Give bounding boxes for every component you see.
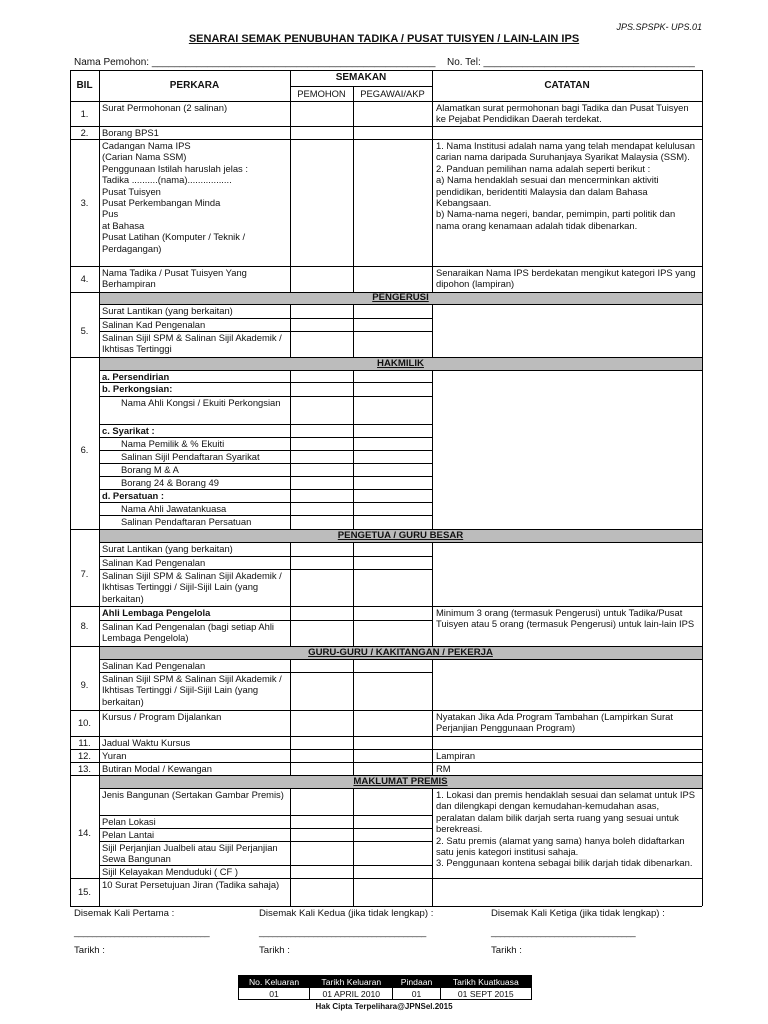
checklist-item: Salinan Kad Pengenalan [102, 319, 206, 330]
version-header-issue-date: Tarikh Keluaran [310, 976, 393, 988]
version-amendment: 01 [393, 988, 440, 1000]
officer-check-cell [353, 318, 432, 331]
checklist-item: Borang M & A [121, 464, 179, 475]
officer-check-cell [353, 382, 432, 396]
row-number: 12. [77, 749, 92, 761]
header-semakan: SEMAKAN [335, 72, 387, 84]
row-number: 5. [80, 324, 89, 336]
header-bil: BIL [76, 79, 93, 91]
table-rule [290, 70, 291, 292]
table-rule [70, 606, 702, 607]
version-header-effective-date: Tarikh Kuatkuasa [440, 976, 531, 988]
table-rule [99, 659, 702, 660]
table-rule [70, 266, 702, 267]
header-pemohon: PEMOHON [297, 87, 346, 99]
officer-check-cell [353, 476, 432, 489]
table-rule [432, 370, 433, 529]
applicant-check-cell [290, 502, 353, 515]
table-rule [432, 542, 433, 646]
table-rule [70, 70, 71, 906]
applicant-check-cell [290, 828, 353, 841]
first-check-label: Disemak Kali Pertama : [74, 908, 175, 919]
third-check-signature-line: ________________________________ [491, 927, 636, 937]
row-number: 3. [80, 196, 89, 208]
checklist-item: Borang 24 & Borang 49 [121, 477, 219, 488]
catatan-note: Nyatakan Jika Ada Program Tambahan (Lampirkan Surat Perjanjian Penggunaan Program) [436, 711, 673, 734]
header-pegawai: PEGAWAI/AKP [360, 87, 425, 99]
table-rule [290, 304, 291, 357]
catatan-empty [432, 370, 702, 529]
table-rule [99, 424, 432, 425]
officer-check-cell [353, 659, 432, 672]
section-band-pengerusi: PENGERUSI [99, 292, 702, 304]
table-rule [99, 620, 432, 621]
applicant-check-cell [290, 450, 353, 463]
checklist-item: Nama Tadika / Pusat Tuisyen Yang Berhampiran [102, 267, 247, 290]
table-rule [99, 788, 702, 789]
applicant-check-cell [290, 318, 353, 331]
checklist-item: Ahli Lembaga Pengelola [102, 607, 211, 618]
checklist-item: d. Persatuan : [102, 490, 164, 501]
officer-check-cell [353, 126, 432, 139]
catatan-note: Lampiran [436, 750, 476, 761]
applicant-check-cell [290, 304, 353, 318]
section-band-guru: GURU-GURU / KAKITANGAN / PEKERJA [99, 646, 702, 659]
applicant-check-cell [290, 424, 353, 437]
section-band-hakmilik: HAKMILIK [99, 357, 702, 370]
officer-check-cell [353, 266, 432, 292]
officer-check-cell [353, 463, 432, 476]
row-number: 13. [77, 762, 92, 774]
checklist-item: Sijil Kelayakan Menduduki ( CF ) [102, 866, 238, 877]
checklist-item: Salinan Kad Pengenalan [102, 660, 206, 671]
applicant-check-cell [290, 659, 353, 672]
catatan-note: Minimum 3 orang (termasuk Pengerusi) untuk Tadika/Pusat Tuisyen atau 5 orang (termasuk Pengerusi) untuk lain-lain IPS [436, 607, 695, 630]
checklist-item: 10 Surat Persetujuan Jiran (Tadika sahaja) [102, 879, 280, 890]
checklist-item: Pelan Lantai [102, 829, 155, 840]
applicant-check-cell [290, 710, 353, 736]
officer-check-cell [353, 437, 432, 450]
applicant-check-cell [290, 762, 353, 775]
officer-check-cell [353, 502, 432, 515]
table-rule [70, 906, 702, 907]
table-rule [99, 569, 432, 570]
document-reference: JPS.SPSPK- UPS.01 [616, 22, 702, 32]
first-check-signature-line: ______________________________ [74, 927, 210, 937]
table-rule [290, 659, 291, 775]
table-rule [99, 304, 702, 305]
officer-check-cell [353, 606, 432, 620]
table-rule [70, 646, 702, 647]
officer-check-cell [353, 542, 432, 556]
checklist-item: Kursus / Program Dijalankan [102, 711, 222, 722]
officer-check-cell [353, 304, 432, 318]
table-rule [432, 788, 433, 906]
officer-check-cell [353, 556, 432, 569]
table-rule [290, 788, 291, 906]
version-effective-date: 01 SEPT 2015 [440, 988, 531, 1000]
row-number: 9. [80, 678, 89, 690]
table-rule [99, 515, 432, 516]
header-perkara: PERKARA [169, 79, 220, 91]
table-rule [99, 370, 702, 371]
checklist-item: Jenis Bangunan (Sertakan Gambar Premis) [102, 789, 284, 800]
row-number: 11. [78, 736, 91, 748]
applicant-check-cell [290, 476, 353, 489]
table-rule [70, 357, 702, 358]
table-rule [99, 828, 432, 829]
applicant-check-cell [290, 815, 353, 828]
catatan-note: Senaraikan Nama IPS berdekatan mengikut kategori IPS yang dipohon (lampiran) [436, 267, 696, 290]
section-band-premis: MAKLUMAT PREMIS [99, 775, 702, 788]
copyright-notice: Hak Cipta Terpelihara@JPNSel.2015 [315, 1002, 453, 1011]
row-number: 4. [80, 273, 89, 285]
applicant-check-cell [290, 878, 353, 906]
row-number: 7. [80, 568, 89, 580]
document-title: SENARAI SEMAK PENUBUHAN TADIKA / PUSAT TUISYEN / LAIN-LAIN IPS [188, 33, 580, 45]
table-rule [353, 304, 354, 357]
checklist-item: Surat Lantikan (yang berkaitan) [102, 543, 233, 554]
table-rule [70, 762, 702, 763]
officer-check-cell [353, 489, 432, 502]
header-catatan: CATATAN [544, 79, 590, 91]
applicant-check-cell [290, 749, 353, 762]
table-rule [99, 865, 432, 866]
checklist-item: Yuran [102, 750, 127, 761]
officer-check-cell [353, 736, 432, 749]
version-header-amendment: Pindaan [393, 976, 440, 988]
applicant-check-cell [290, 396, 353, 424]
officer-check-cell [353, 828, 432, 841]
applicant-check-cell [290, 266, 353, 292]
applicant-check-cell [290, 463, 353, 476]
row-number: 15. [77, 886, 92, 898]
row-number: 8. [80, 620, 89, 632]
row-number: 1. [80, 107, 89, 119]
checklist-item: Salinan Sijil Pendaftaran Syarikat [121, 451, 260, 462]
applicant-check-cell [290, 606, 353, 620]
catatan-empty [432, 878, 702, 906]
catatan-empty [432, 659, 702, 710]
row-number: 14. [77, 827, 92, 839]
table-rule [99, 489, 432, 490]
applicant-check-cell [290, 489, 353, 502]
phone-number-field: No. Tel: ______________________________________ [447, 57, 695, 68]
officer-check-cell [353, 710, 432, 736]
officer-check-cell [353, 815, 432, 828]
applicant-check-cell [290, 331, 353, 357]
officer-check-cell [353, 569, 432, 606]
table-rule [99, 437, 432, 438]
officer-check-cell [353, 139, 432, 266]
table-rule [353, 659, 354, 775]
officer-check-cell [353, 620, 432, 646]
applicant-check-cell [290, 620, 353, 646]
table-rule [99, 556, 432, 557]
checklist-item: Jadual Waktu Kursus [102, 737, 191, 748]
table-rule [70, 710, 702, 711]
checklist-item: b. Perkongsian: [102, 383, 173, 394]
applicant-name-field: Nama Pemohon: ___________________________________________________ [74, 57, 436, 68]
officer-check-cell [353, 749, 432, 762]
table-rule [353, 542, 354, 646]
table-rule [353, 370, 354, 529]
checklist-item: Nama Ahli Jawatankuasa [121, 503, 227, 514]
third-check-date: Tarikh : [491, 945, 522, 956]
officer-check-cell [353, 762, 432, 775]
table-rule [70, 101, 702, 102]
second-check-signature-line: _____________________________________ [259, 927, 426, 937]
officer-check-cell [353, 841, 432, 865]
row-number: 10. [77, 717, 92, 729]
table-rule [432, 70, 433, 292]
table-rule [70, 70, 702, 71]
catatan-empty [432, 126, 702, 139]
row-number: 2. [80, 126, 89, 138]
catatan-note: Alamatkan surat permohonan bagi Tadika dan Pusat Tuisyen ke Pejabat Pendidikan Daerah terdekat. [436, 102, 689, 125]
table-rule [70, 775, 702, 776]
officer-check-cell [353, 672, 432, 710]
table-rule [99, 815, 432, 816]
table-rule [70, 126, 702, 127]
table-rule [70, 139, 702, 140]
table-rule [432, 659, 433, 775]
table-rule [99, 382, 432, 383]
version-header-issue: No. Keluaran [239, 976, 310, 988]
checklist-item: a. Persendirian [102, 371, 170, 382]
checklist-item: Cadangan Nama IPS (Carian Nama SSM) Penggunaan Istilah haruslah jelas : Tadika ..........(nama)................. Pusat Tuisyen Pusat Perkembangan Minda Pus at Bahasa Pusat Latihan (Komputer / Teknik / Perdagangan) [102, 140, 248, 254]
checklist-item: Salinan Sijil SPM & Salinan Sijil Akademik / Ikhtisas Tertinggi / Sijil-Sijil Lain (yang berkaitan) [102, 570, 282, 604]
applicant-check-cell [290, 515, 353, 529]
applicant-check-cell [290, 126, 353, 139]
applicant-check-cell [290, 736, 353, 749]
applicant-check-cell [290, 437, 353, 450]
version-table [238, 975, 532, 1000]
table-rule [290, 86, 432, 87]
checklist-item: c. Syarikat : [102, 425, 155, 436]
table-rule [353, 86, 354, 292]
checklist-item: Salinan Kad Pengenalan (bagi setiap Ahli Lembaga Pengelola) [102, 621, 275, 644]
table-rule [99, 318, 432, 319]
checklist-item: Nama Pemilik & % Ekuiti [121, 438, 225, 449]
checklist-item: Salinan Sijil SPM & Salinan Sijil Akademik / Ikhtisas Tertinggi / Sijil-Sijil Lain (yang berkaitan) [102, 673, 282, 707]
checklist-item: Sijil Perjanjian Jualbeli atau Sijil Perjanjian Sewa Bangunan [102, 842, 278, 865]
table-rule [99, 841, 432, 842]
table-rule [70, 749, 702, 750]
checklist-table [70, 70, 702, 909]
catatan-note: RM [436, 763, 451, 774]
section-band-pengetua: PENGETUA / GURU BESAR [99, 529, 702, 542]
applicant-check-cell [290, 382, 353, 396]
third-check-label: Disemak Kali Ketiga (jika tidak lengkap) : [491, 908, 665, 919]
table-rule [70, 736, 702, 737]
officer-check-cell [353, 865, 432, 878]
table-rule [99, 331, 432, 332]
officer-check-cell [353, 450, 432, 463]
checklist-item: Salinan Kad Pengenalan [102, 557, 206, 568]
table-rule [70, 878, 702, 879]
table-rule [290, 542, 291, 646]
table-rule [432, 304, 433, 357]
table-rule [99, 672, 432, 673]
catatan-note: 1. Lokasi dan premis hendaklah sesuai dan selamat untuk IPS dan dilengkapi dengan kemudahan-kemudahan asas, peralatan dalam bilik darjah serta ruang yang sesuai untuk berekreasi. 2. Satu premis (alamat yang sama) hanya boleh didaftarkan satu jenis kategori institusi sahaja. 3. Penggunaan kontena sebagai bilik darjah tidak dibenarkan. [436, 789, 696, 869]
checklist-item: Salinan Sijil SPM & Salinan Sijil Akademik / Ikhtisas Tertinggi [102, 332, 282, 355]
officer-check-cell [353, 515, 432, 529]
applicant-check-cell [290, 139, 353, 266]
checklist-item: Surat Lantikan (yang berkaitan) [102, 305, 233, 316]
row-number: 6. [80, 443, 89, 455]
table-rule [99, 450, 432, 451]
catatan-empty [432, 542, 702, 606]
table-rule [99, 502, 432, 503]
officer-check-cell [353, 101, 432, 126]
checklist-item: Pelan Lokasi [102, 816, 156, 827]
table-rule [99, 396, 432, 397]
table-rule [99, 70, 100, 906]
officer-check-cell [353, 396, 432, 424]
applicant-check-cell [290, 672, 353, 710]
officer-check-cell [353, 370, 432, 382]
version-issue-date: 01 APRIL 2010 [310, 988, 393, 1000]
checklist-item: Salinan Pendaftaran Persatuan [121, 516, 252, 527]
applicant-check-cell [290, 542, 353, 556]
applicant-check-cell [290, 101, 353, 126]
applicant-check-cell [290, 569, 353, 606]
checklist-item: Surat Permohonan (2 salinan) [102, 102, 228, 113]
second-check-date: Tarikh : [259, 945, 290, 956]
second-check-label: Disemak Kali Kedua (jika tidak lengkap) : [259, 908, 434, 919]
checklist-item: Nama Ahli Kongsi / Ekuiti Perkongsian [121, 397, 281, 408]
table-rule [70, 529, 702, 530]
officer-check-cell [353, 331, 432, 357]
catatan-empty [432, 304, 702, 357]
table-rule [99, 476, 432, 477]
table-rule [290, 370, 291, 529]
officer-check-cell [353, 788, 432, 815]
table-rule [99, 463, 432, 464]
table-rule [99, 542, 702, 543]
officer-check-cell [353, 424, 432, 437]
catatan-empty [432, 736, 702, 749]
version-issue-no: 01 [239, 988, 310, 1000]
table-rule [702, 70, 703, 906]
checklist-item: Butiran Modal / Kewangan [102, 763, 212, 774]
applicant-check-cell [290, 370, 353, 382]
applicant-check-cell [290, 865, 353, 878]
table-rule [353, 788, 354, 906]
applicant-check-cell [290, 556, 353, 569]
officer-check-cell [353, 878, 432, 906]
table-rule [70, 292, 702, 293]
applicant-check-cell [290, 788, 353, 815]
checklist-item: Borang BPS1 [102, 127, 159, 138]
catatan-note: 1. Nama Institusi adalah nama yang telah mendapat kelulusan carian nama daripada Suruhanjaya Syarikat Malaysia (SSM). 2. Panduan pemilihan nama adalah seperti berikut : a) Nama hendaklah sesuai dan mencerminkan aktiviti pendidikan, beridentiti Malaysia dan dalam Bahasa Kebangsaan. b) Nama-nama negeri, bandar, pemimpin, parti politik dan nama orang kenamaan adalah tidak dibenarkan. [436, 140, 696, 231]
first-check-date: Tarikh : [74, 945, 105, 956]
applicant-check-cell [290, 841, 353, 865]
